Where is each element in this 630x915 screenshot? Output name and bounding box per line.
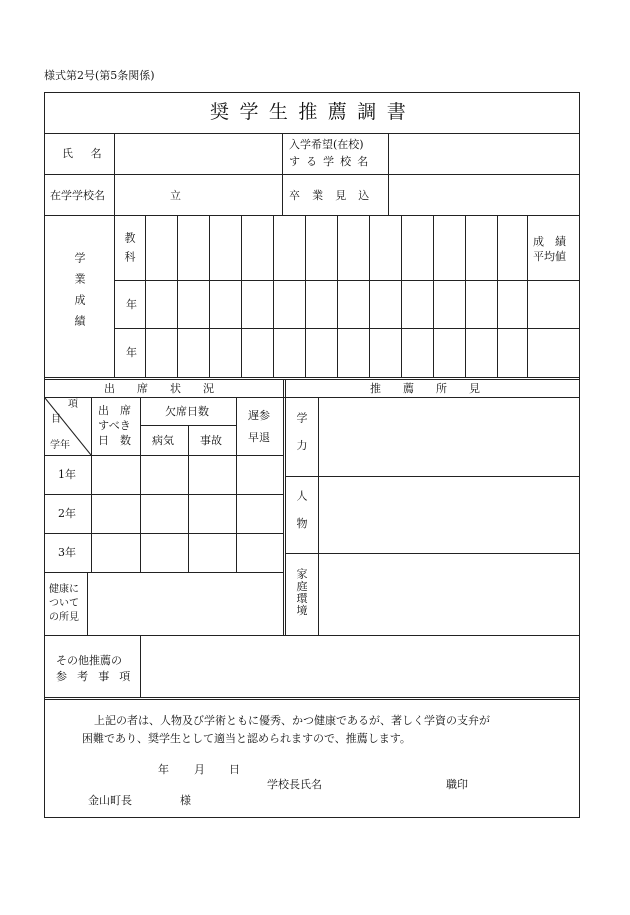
subject-label: 教科 <box>123 232 136 270</box>
statement-line-1: 上記の者は、人物及び学術ともに優秀、かつ健康であるが、著しく学資の支弁が <box>94 714 490 727</box>
required-days-1: 出 席 <box>98 404 131 417</box>
diag-mid: 目 <box>51 414 61 425</box>
att-col-2 <box>140 397 141 572</box>
grades-section-label: 学業成績 <box>73 252 86 336</box>
mid-divider-b <box>285 379 286 635</box>
grades-label-right <box>114 215 115 378</box>
subject-cell[interactable] <box>274 216 304 279</box>
grade-cell[interactable] <box>528 329 578 376</box>
rule-name-label-right <box>114 133 115 215</box>
required-days-2: すべき <box>98 419 131 432</box>
rec-row-1 <box>285 476 580 477</box>
school-wish-field[interactable] <box>390 135 578 173</box>
health-label-3: の所見 <box>49 612 79 623</box>
grades-bottom <box>44 377 580 378</box>
grade-cell[interactable] <box>146 329 176 376</box>
grade-cell[interactable] <box>338 329 368 376</box>
rule-mid-left <box>282 133 283 215</box>
grade-cell[interactable] <box>242 329 272 376</box>
subject-cell[interactable] <box>210 216 240 279</box>
rule-name-top <box>44 133 580 134</box>
accident-label: 事故 <box>200 434 222 447</box>
honorific-label: 様 <box>180 794 191 807</box>
attendance-cell[interactable] <box>237 495 283 532</box>
att-year-1: 1年 <box>58 468 76 481</box>
avg-label-2: 平均値 <box>533 250 566 263</box>
character-label: 人物 <box>295 490 308 545</box>
grade-cell[interactable] <box>306 329 336 376</box>
rule-mid-right <box>388 133 389 215</box>
att-sub-header <box>140 425 236 426</box>
grade-cell[interactable] <box>306 281 336 327</box>
grade-cell[interactable] <box>370 329 400 376</box>
academic-label: 学力 <box>295 412 308 467</box>
grade-cell[interactable] <box>528 281 578 327</box>
grade-cell[interactable] <box>178 281 208 327</box>
grade-cell[interactable] <box>274 281 304 327</box>
current-school-label: 在学学校名 <box>50 189 105 202</box>
att-row-3 <box>44 572 284 573</box>
school-wish-label-1: 入学希望(在校) <box>289 138 364 151</box>
health-label-right <box>87 572 88 635</box>
attendance-cell[interactable] <box>141 495 187 532</box>
absent-header: 欠席日数 <box>165 405 209 418</box>
name-field[interactable] <box>116 135 280 173</box>
graduation-label: 卒業見込 <box>289 189 382 202</box>
name-label: 氏 名 <box>62 147 105 160</box>
academic-field[interactable] <box>320 399 578 475</box>
rec-row-2 <box>285 553 580 554</box>
mid-divider-a <box>283 379 284 635</box>
att-row-1 <box>44 494 284 495</box>
form-code: 様式第2号(第5条関係) <box>44 69 155 82</box>
attendance-cell[interactable] <box>141 534 187 571</box>
mayor-label: 金山町長 <box>88 794 132 807</box>
att-header-bottom <box>44 397 580 398</box>
other-top <box>44 635 580 636</box>
illness-label: 病気 <box>152 434 174 447</box>
date-day: 日 <box>229 763 240 776</box>
diag-bottom: 学年 <box>50 440 70 451</box>
current-school-field[interactable] <box>116 176 280 214</box>
attendance-cell[interactable] <box>189 456 235 493</box>
grade-cell[interactable] <box>178 329 208 376</box>
grade-cell[interactable] <box>402 329 432 376</box>
school-wish-label-2: する学校名 <box>289 155 375 168</box>
diag-top: 項 <box>68 399 78 410</box>
grade-cell[interactable] <box>370 281 400 327</box>
grade-cell[interactable] <box>498 329 526 376</box>
health-label-2: ついて <box>49 598 79 609</box>
other-label-right <box>140 635 141 698</box>
subject-cell[interactable] <box>466 216 496 279</box>
att-col-4 <box>236 397 237 572</box>
current-school-suffix: 立 <box>170 189 181 202</box>
attendance-cell[interactable] <box>92 495 139 532</box>
subject-cell[interactable] <box>498 216 526 279</box>
subject-cell[interactable] <box>146 216 176 279</box>
subject-cell[interactable] <box>370 216 400 279</box>
grade-cell[interactable] <box>210 329 240 376</box>
family-label: 家庭環境 <box>295 568 308 617</box>
rec-label-right <box>318 397 319 635</box>
character-field[interactable] <box>320 478 578 552</box>
frame-bottom <box>44 817 580 818</box>
date-month: 月 <box>194 763 205 776</box>
rule-name-bottom <box>44 174 580 175</box>
other-label-1: その他推薦の <box>56 654 122 667</box>
attendance-cell[interactable] <box>237 456 283 493</box>
form-title: 奨学生推薦調書 <box>210 101 417 123</box>
attendance-cell[interactable] <box>92 456 139 493</box>
attendance-cell[interactable] <box>237 534 283 571</box>
att-row-2 <box>44 533 284 534</box>
grade-cell[interactable] <box>434 329 464 376</box>
avg-label-1: 成 績 <box>533 235 566 248</box>
grade-cell[interactable] <box>274 329 304 376</box>
date-year: 年 <box>158 763 169 776</box>
year-label-1: 年 <box>126 298 137 311</box>
grade-cell[interactable] <box>146 281 176 327</box>
attendance-header: 出 席 状 況 <box>104 382 220 395</box>
other-label-2: 参 考 事 項 <box>56 670 134 683</box>
subject-cell[interactable] <box>178 216 208 279</box>
grade-cell[interactable] <box>242 281 272 327</box>
other-bottom-2 <box>44 699 580 700</box>
grade-cell[interactable] <box>466 281 496 327</box>
att-year-3: 3年 <box>58 546 76 559</box>
year-label-2: 年 <box>126 346 137 359</box>
grade-cell[interactable] <box>434 281 464 327</box>
statement-line-2: 困難であり、奨学生として適当と認められますので、推薦します。 <box>82 732 411 745</box>
attendance-cell[interactable] <box>92 534 139 571</box>
frame-right <box>579 92 580 818</box>
late-label-2: 早退 <box>248 431 270 444</box>
attendance-cell[interactable] <box>189 495 235 532</box>
grade-cell[interactable] <box>338 281 368 327</box>
health-field[interactable] <box>89 574 282 634</box>
grade-cell[interactable] <box>210 281 240 327</box>
other-field[interactable] <box>142 637 578 696</box>
att-year-2: 2年 <box>58 507 76 520</box>
subject-cell[interactable] <box>242 216 272 279</box>
grade-cell[interactable] <box>466 329 496 376</box>
subject-cell[interactable] <box>402 216 432 279</box>
recommendation-header: 推 薦 所 見 <box>370 382 480 395</box>
grades-bottom-2 <box>44 379 580 380</box>
attendance-cell[interactable] <box>189 534 235 571</box>
graduation-field[interactable] <box>390 176 578 214</box>
grade-cell[interactable] <box>498 281 526 327</box>
seal-label: 職印 <box>446 778 468 791</box>
subject-cell[interactable] <box>434 216 464 279</box>
late-label-1: 遅参 <box>248 409 270 422</box>
principal-label: 学校長氏名 <box>267 778 322 791</box>
att-col-3 <box>188 425 189 572</box>
subject-cell[interactable] <box>306 216 336 279</box>
other-bottom <box>44 697 580 698</box>
frame-top <box>44 92 580 93</box>
health-label-1: 健康に <box>49 584 79 595</box>
subject-cell[interactable] <box>338 216 368 279</box>
attendance-cell[interactable] <box>141 456 187 493</box>
required-days-3: 日 数 <box>98 434 131 447</box>
grade-cell[interactable] <box>402 281 432 327</box>
family-field[interactable] <box>320 555 578 634</box>
